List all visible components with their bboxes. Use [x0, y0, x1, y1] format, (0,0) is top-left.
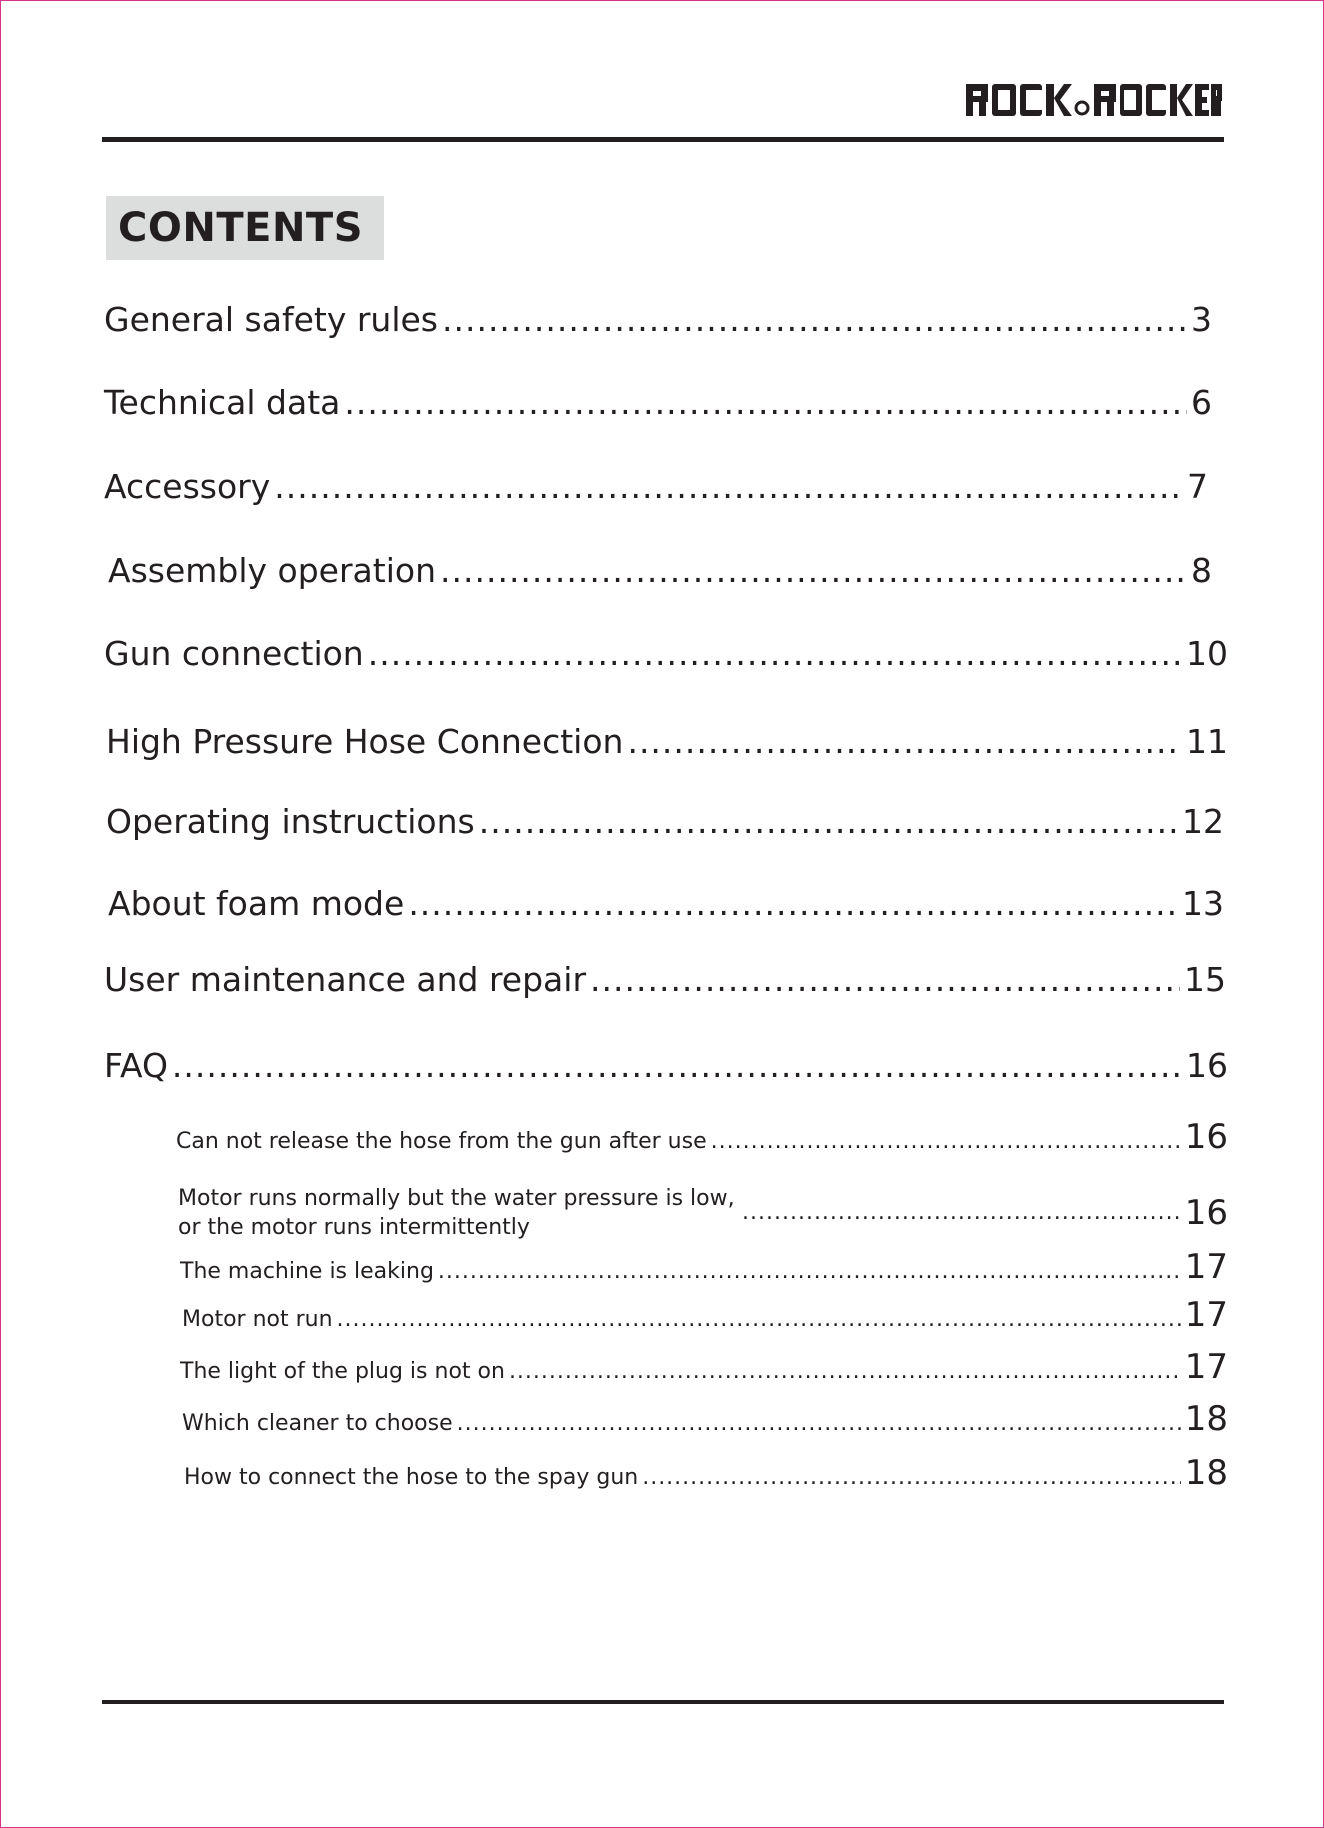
faq-entry-page: 16	[1184, 1193, 1228, 1233]
toc-entry-label: Technical data	[104, 383, 341, 422]
faq-entry-page: 18	[1184, 1453, 1228, 1493]
toc-entry-operating-instructions[interactable]	[106, 802, 1224, 842]
toc-entry-label: FAQ	[104, 1046, 168, 1085]
toc-entry-page: 10	[1186, 634, 1228, 673]
toc-entry-page: 7	[1187, 467, 1208, 506]
faq-entry-low-water-pressure[interactable]	[178, 1184, 1228, 1242]
faq-entry-page: 17	[1184, 1295, 1228, 1335]
toc-entry-accessory[interactable]	[104, 467, 1208, 507]
faq-entry-label: The machine is leaking	[180, 1259, 434, 1284]
dot-leader	[642, 1463, 1181, 1493]
contents-heading: CONTENTS	[118, 205, 364, 251]
dot-leader	[344, 383, 1187, 423]
dot-leader	[711, 1127, 1181, 1157]
toc-entry-label: About foam mode	[108, 884, 405, 923]
faq-entry-label: How to connect the hose to the spay gun	[184, 1465, 639, 1490]
faq-entry-hose-release[interactable]	[176, 1117, 1228, 1157]
toc-entry-about-foam-mode[interactable]	[108, 884, 1224, 924]
dot-leader	[172, 1046, 1182, 1086]
toc-entry-page: 16	[1186, 1046, 1228, 1085]
toc-entry-label: Gun connection	[104, 634, 364, 673]
faq-entry-label: The light of the plug is not on	[180, 1359, 505, 1384]
toc-entry-page: 13	[1182, 884, 1224, 923]
dot-leader	[337, 1305, 1181, 1335]
header-rule	[102, 137, 1224, 142]
faq-entry-label: Can not release the hose from the gun after use	[176, 1129, 707, 1154]
toc-entry-label: High Pressure Hose Connection	[106, 722, 624, 761]
faq-entry-label: Motor not run	[182, 1307, 333, 1332]
dot-leader	[457, 1409, 1181, 1439]
faq-entry-page: 18	[1184, 1399, 1228, 1439]
dot-leader	[442, 300, 1187, 340]
faq-entry-label: Which cleaner to choose	[182, 1411, 453, 1436]
faq-entry-connect-hose[interactable]	[184, 1453, 1228, 1493]
dot-leader	[590, 960, 1180, 1000]
toc-entry-page: 6	[1191, 383, 1212, 422]
faq-entry-which-cleaner[interactable]	[182, 1399, 1228, 1439]
toc-entry-general-safety-rules[interactable]	[104, 300, 1212, 340]
dot-leader	[368, 634, 1182, 674]
toc-entry-label: General safety rules	[104, 300, 438, 339]
toc-entry-page: 3	[1191, 300, 1212, 339]
dot-leader	[479, 802, 1178, 842]
toc-entry-faq[interactable]	[104, 1046, 1228, 1086]
toc-entry-label: Operating instructions	[106, 802, 475, 841]
toc-entry-assembly-operation[interactable]	[108, 551, 1212, 591]
toc-entry-high-pressure-hose-connection[interactable]	[106, 722, 1228, 762]
brand-logo	[966, 80, 1222, 120]
faq-entry-plug-light[interactable]	[180, 1347, 1228, 1387]
faq-entry-page: 17	[1184, 1347, 1228, 1387]
toc-entry-gun-connection[interactable]	[104, 634, 1228, 674]
toc-entry-label: Assembly operation	[108, 551, 436, 590]
dot-leader	[438, 1257, 1181, 1287]
toc-entry-label: User maintenance and repair	[104, 960, 587, 999]
dot-leader	[274, 467, 1183, 507]
toc-entry-page: 15	[1184, 960, 1226, 999]
faq-entry-page: 17	[1184, 1247, 1228, 1287]
toc-entry-label: Accessory	[104, 467, 271, 506]
faq-entry-page: 16	[1184, 1117, 1228, 1157]
dot-leader	[509, 1357, 1181, 1387]
dot-leader	[408, 884, 1178, 924]
toc-entry-page: 11	[1186, 722, 1228, 761]
dot-leader	[440, 551, 1187, 591]
dot-leader	[742, 1198, 1181, 1228]
footer-rule	[102, 1700, 1224, 1704]
toc-entry-page: 12	[1182, 802, 1224, 841]
dot-leader	[627, 722, 1182, 762]
toc-entry-technical-data[interactable]	[104, 383, 1212, 423]
toc-entry-user-maintenance-and-repair[interactable]	[104, 960, 1226, 1000]
toc-entry-page: 8	[1191, 551, 1212, 590]
faq-entry-machine-leaking[interactable]	[180, 1247, 1228, 1287]
faq-entry-motor-not-run[interactable]	[182, 1295, 1228, 1335]
faq-entry-label: Motor runs normally but the water pressure is low, or the motor runs intermittently	[178, 1186, 735, 1240]
